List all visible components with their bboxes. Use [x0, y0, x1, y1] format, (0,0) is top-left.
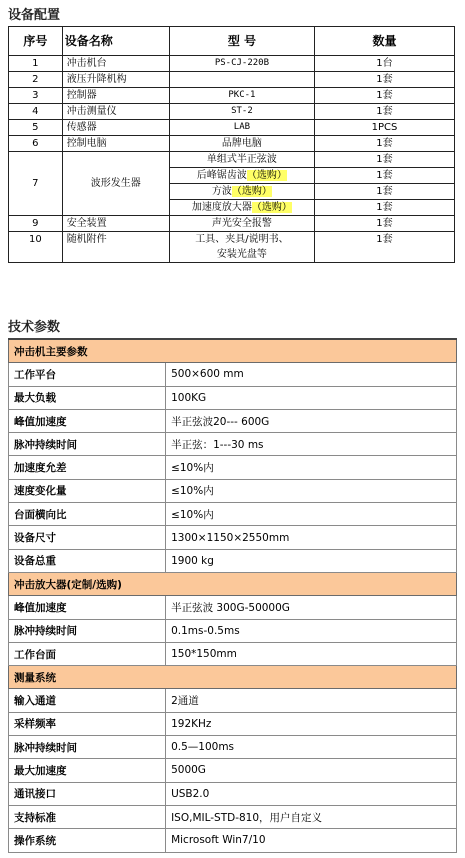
- cell-name: 随机附件: [62, 232, 169, 263]
- spec-value: 半正弦波 300G-50000G: [166, 596, 457, 619]
- spec-row: [9, 759, 457, 782]
- cell-name: 控制电脑: [62, 136, 169, 152]
- cell-name: 液压升降机构: [62, 72, 169, 88]
- cell-no: 4: [9, 104, 63, 120]
- cell-no: 3: [9, 88, 63, 104]
- cell-no: 9: [9, 216, 63, 232]
- cell-qty: 1套: [314, 200, 454, 216]
- cell-name: 传感器: [62, 120, 169, 136]
- spec-key: 最大加速度: [9, 759, 166, 782]
- spec-value: Microsoft Win7/10: [166, 829, 457, 852]
- spec-key: 工作台面: [9, 642, 166, 665]
- cell-name: 冲击机台: [62, 56, 169, 72]
- cell-model: PS-CJ-220B: [169, 56, 314, 72]
- spec-row: [9, 526, 457, 549]
- spec-value: 半正弦：1---30 ms: [166, 433, 457, 456]
- cell-model: ST-2: [169, 104, 314, 120]
- cell-model: [169, 200, 314, 216]
- optional-tag: （选购）: [246, 170, 287, 181]
- spec-value: 500×600 mm: [166, 363, 457, 386]
- cell-model: [169, 152, 314, 168]
- spec-key: 加速度允差: [9, 456, 166, 479]
- spec-value: 0.1ms-0.5ms: [166, 619, 457, 642]
- section-header: [9, 339, 457, 363]
- spec-value: ≤10%内: [166, 456, 457, 479]
- cell-name: 安全装置: [62, 216, 169, 232]
- cell-no: 1: [9, 56, 63, 72]
- table-row: [9, 88, 455, 104]
- spec-value: 0.5—100ms: [166, 736, 457, 759]
- model-line: 工具、夹具/说明书、: [195, 234, 289, 245]
- spec-row: [9, 619, 457, 642]
- waveform-model: 后峰锯齿波: [196, 170, 247, 181]
- table-row: [9, 232, 455, 263]
- cell-model: LAB: [169, 120, 314, 136]
- cell-no: 5: [9, 120, 63, 136]
- spec-key: 最大负载: [9, 386, 166, 409]
- table-row: [9, 152, 455, 168]
- spec-row: [9, 712, 457, 735]
- spec-key: 峰值加速度: [9, 596, 166, 619]
- spec-value: ≤10%内: [166, 503, 457, 526]
- cell-qty: 1套: [314, 136, 454, 152]
- table-row: [9, 136, 455, 152]
- table-row: [9, 72, 455, 88]
- spec-row: [9, 689, 457, 712]
- equipment-table: [8, 26, 455, 263]
- cell-name: 冲击测量仪: [62, 104, 169, 120]
- cell-no: 10: [9, 232, 63, 263]
- spec-key: 支持标准: [9, 805, 166, 828]
- section-title: 冲击放大器(定制/选购): [9, 572, 457, 595]
- equipment-header-row: [9, 27, 455, 56]
- col-header-model: 型 号: [169, 27, 314, 56]
- spec-row: [9, 642, 457, 665]
- spec-row: [9, 805, 457, 828]
- spec-row: [9, 736, 457, 759]
- spec-key: 速度变化量: [9, 479, 166, 502]
- cell-qty: 1套: [314, 72, 454, 88]
- spec-row: [9, 456, 457, 479]
- spec-key: 脉冲持续时间: [9, 433, 166, 456]
- cell-qty: 1套: [314, 216, 454, 232]
- spec-value: 150*150mm: [166, 642, 457, 665]
- spec-key: 峰值加速度: [9, 409, 166, 432]
- spec-value: 100KG: [166, 386, 457, 409]
- specs-table: [8, 338, 457, 853]
- spec-value: ≤10%内: [166, 479, 457, 502]
- cell-qty: 1套: [314, 88, 454, 104]
- cell-qty: 1套: [314, 104, 454, 120]
- section-title: 冲击机主要参数: [9, 339, 457, 363]
- cell-no: 2: [9, 72, 63, 88]
- spec-key: 通讯接口: [9, 782, 166, 805]
- spec-key: 工作平台: [9, 363, 166, 386]
- spec-row: [9, 503, 457, 526]
- equipment-heading: 设备配置: [8, 8, 61, 23]
- cell-model: [169, 72, 314, 88]
- col-header-no: 序号: [9, 27, 63, 56]
- spec-key: 脉冲持续时间: [9, 736, 166, 759]
- spec-key: 输入通道: [9, 689, 166, 712]
- section-header: [9, 572, 457, 595]
- cell-qty: 1套: [314, 184, 454, 200]
- section-header: [9, 666, 457, 689]
- spec-row: [9, 386, 457, 409]
- cell-name: 控制器: [62, 88, 169, 104]
- spec-key: 操作系统: [9, 829, 166, 852]
- spec-value: 半正弦波20--- 600G: [166, 409, 457, 432]
- spec-row: [9, 363, 457, 386]
- spec-row: [9, 549, 457, 572]
- spec-key: 台面横向比: [9, 503, 166, 526]
- waveform-model: 单组式半正弦波: [206, 154, 277, 165]
- col-header-name: 设备名称: [62, 27, 169, 56]
- optional-tag: （选购）: [231, 186, 272, 197]
- spec-key: 设备尺寸: [9, 526, 166, 549]
- cell-model: PKC-1: [169, 88, 314, 104]
- table-row: [9, 216, 455, 232]
- waveform-model: 方波: [211, 186, 232, 197]
- waveform-model: 加速度放大器: [191, 202, 252, 213]
- cell-model: [169, 232, 314, 263]
- cell-qty: 1台: [314, 56, 454, 72]
- cell-model: [169, 168, 314, 184]
- table-row: [9, 56, 455, 72]
- cell-qty: 1PCS: [314, 120, 454, 136]
- spec-key: 设备总重: [9, 549, 166, 572]
- cell-model: 品牌电脑: [169, 136, 314, 152]
- spec-row: [9, 829, 457, 852]
- spec-key: 采样频率: [9, 712, 166, 735]
- specs-heading: 技术参数: [8, 320, 61, 335]
- spec-row: [9, 596, 457, 619]
- optional-tag: （选购）: [251, 202, 292, 213]
- cell-model: [169, 184, 314, 200]
- table-row: [9, 104, 455, 120]
- spec-row: [9, 409, 457, 432]
- spec-row: [9, 433, 457, 456]
- section-title: 测量系统: [9, 666, 457, 689]
- model-line: 安装光盘等: [216, 249, 267, 260]
- spec-value: 192KHz: [166, 712, 457, 735]
- cell-model: 声光安全报警: [169, 216, 314, 232]
- spec-value: ISO,MIL-STD-810，用户自定义: [166, 805, 457, 828]
- cell-no: 6: [9, 136, 63, 152]
- spec-row: [9, 782, 457, 805]
- table-row: [9, 120, 455, 136]
- spec-row: [9, 479, 457, 502]
- cell-qty: 1套: [314, 168, 454, 184]
- cell-qty: 1套: [314, 152, 454, 168]
- col-header-qty: 数量: [314, 27, 454, 56]
- cell-no: 7: [9, 152, 63, 216]
- spec-value: 1300×1150×2550mm: [166, 526, 457, 549]
- spec-value: 5000G: [166, 759, 457, 782]
- cell-qty: 1套: [314, 232, 454, 263]
- spec-value: 2通道: [166, 689, 457, 712]
- spec-value: USB2.0: [166, 782, 457, 805]
- spec-value: 1900 kg: [166, 549, 457, 572]
- cell-name: 波形发生器: [62, 152, 169, 216]
- spec-key: 脉冲持续时间: [9, 619, 166, 642]
